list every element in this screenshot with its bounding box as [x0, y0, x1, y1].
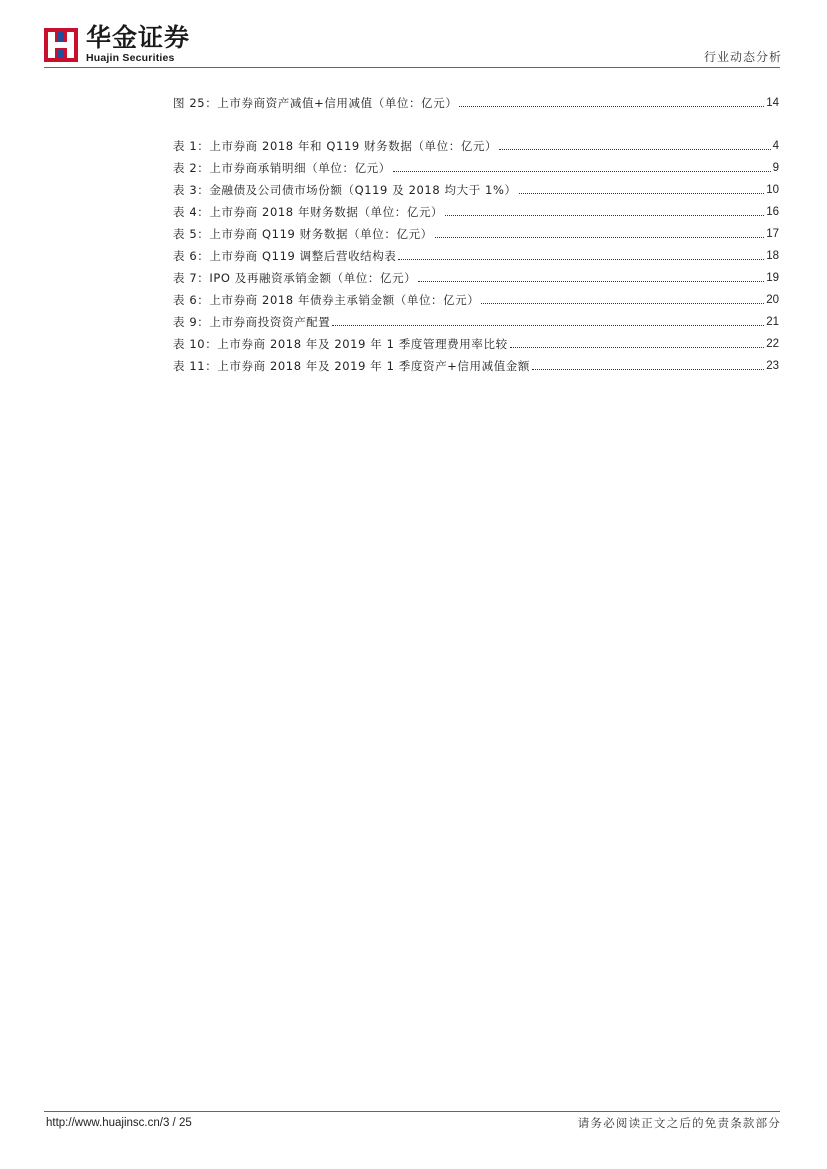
page-header — [0, 0, 827, 72]
toc-table-item[interactable] — [173, 247, 779, 263]
toc-entry-title: 表 4：上市券商 2018 年财务数据（单位：亿元） — [173, 205, 444, 219]
toc-leader-dots — [532, 366, 764, 370]
toc-leader-dots — [418, 278, 764, 282]
toc-leader-dots — [519, 190, 765, 194]
toc-entry-page: 9 — [772, 162, 779, 174]
toc-entry-title: 表 2：上市券商承销明细（单位：亿元） — [173, 161, 391, 175]
footer-disclaimer: 请务必阅读正文之后的免责条款部分 — [577, 1116, 781, 1130]
toc-table-item[interactable] — [173, 203, 779, 219]
toc-leader-dots — [332, 322, 764, 326]
toc-entry-title: 表 5：上市券商 Q119 财务数据（单位：亿元） — [173, 227, 433, 241]
toc-leader-dots — [435, 234, 764, 238]
toc-leader-dots — [481, 300, 764, 304]
toc-entry-page: 14 — [766, 97, 779, 109]
toc-table-item[interactable] — [173, 357, 779, 373]
footer-divider — [44, 1111, 780, 1112]
toc-table-item[interactable] — [173, 269, 779, 285]
logo-chinese-name: 华金证券 — [86, 23, 191, 52]
toc-leader-dots — [499, 146, 770, 150]
toc-table-item[interactable] — [173, 137, 779, 153]
report-category: 行业动态分析 — [703, 50, 782, 64]
toc-leader-dots — [510, 344, 765, 348]
toc-entry-title: 表 11：上市券商 2018 年及 2019 年 1 季度资产+信用减值金额 — [173, 359, 531, 373]
header-divider — [44, 67, 780, 68]
toc-table-item[interactable] — [173, 335, 779, 351]
toc-entry-title: 表 3：金融债及公司债市场份额（Q119 及 2018 均大于 1%） — [173, 183, 517, 197]
toc-entry-page: 19 — [766, 272, 779, 284]
toc-entry-title: 表 7：IPO 及再融资承销金额（单位：亿元） — [173, 271, 417, 285]
toc-entry-page: 23 — [766, 360, 779, 372]
toc-entry-page: 16 — [766, 206, 779, 218]
toc-entry-page: 17 — [766, 228, 779, 240]
toc-figure-item[interactable] — [173, 94, 779, 110]
toc-table-item[interactable] — [173, 181, 779, 197]
toc-leader-dots — [445, 212, 764, 216]
huajin-logo-icon — [44, 28, 78, 62]
toc-entry-page: 22 — [766, 338, 779, 350]
footer-url-page-number[interactable]: http://www.huajinsc.cn/3 / 25 — [46, 1117, 192, 1129]
toc-leader-dots — [393, 168, 771, 172]
toc-entry-page: 4 — [772, 140, 779, 152]
toc-entry-title: 表 1：上市券商 2018 年和 Q119 财务数据（单位：亿元） — [173, 139, 498, 153]
toc-entry-page: 10 — [766, 184, 779, 196]
toc-table-item[interactable] — [173, 291, 779, 307]
toc-leader-dots — [459, 103, 764, 107]
toc-entry-title: 图 25：上市券商资产减值+信用减值（单位：亿元） — [173, 96, 458, 110]
toc-entry-title: 表 10：上市券商 2018 年及 2019 年 1 季度管理费用率比较 — [173, 337, 508, 351]
toc-entry-title: 表 6：上市券商 Q119 调整后营收结构表 — [173, 249, 397, 263]
toc-table-item[interactable] — [173, 159, 779, 175]
toc-table-item[interactable] — [173, 313, 779, 329]
toc-entry-page: 18 — [766, 250, 779, 262]
toc-table-item[interactable] — [173, 225, 779, 241]
logo-english-name: Huajin Securities — [86, 52, 175, 64]
toc-leader-dots — [398, 256, 764, 260]
toc-entry-title: 表 9：上市券商投资资产配置 — [173, 315, 331, 329]
toc-entry-page: 21 — [766, 316, 779, 328]
toc-entry-title: 表 6：上市券商 2018 年债券主承销金额（单位：亿元） — [173, 293, 480, 307]
toc-entry-page: 20 — [766, 294, 779, 306]
